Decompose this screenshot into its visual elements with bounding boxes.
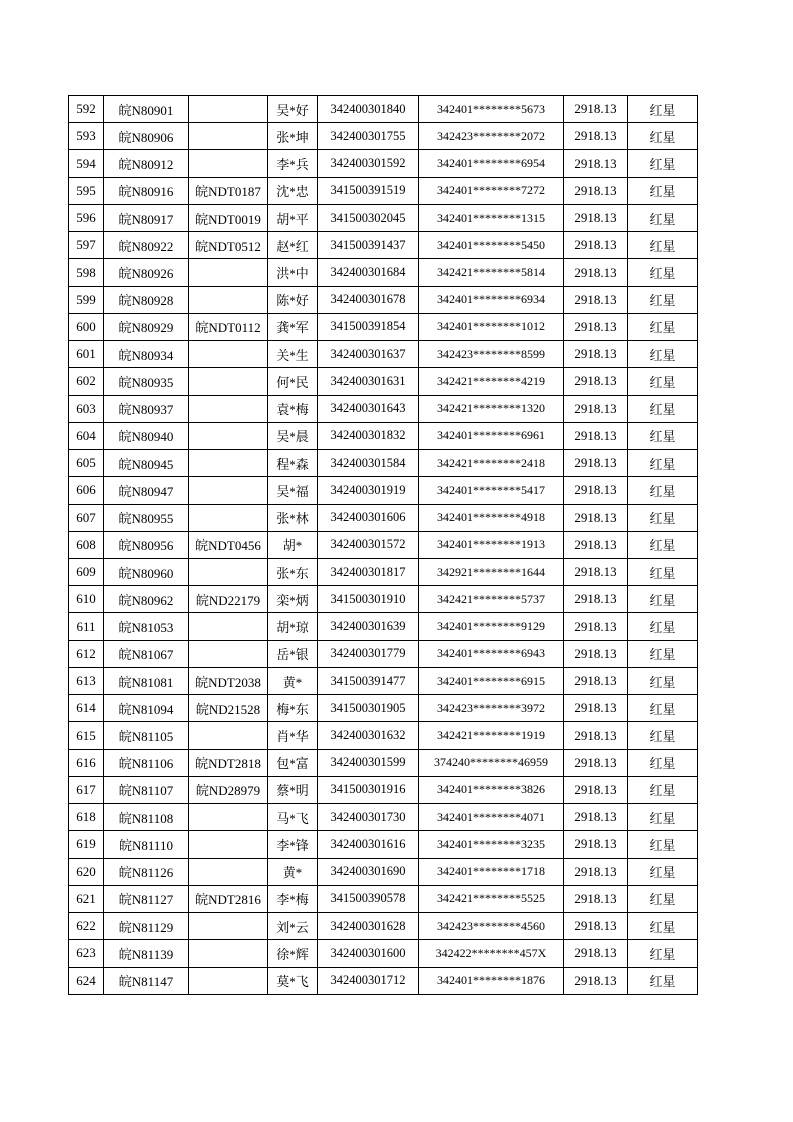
table-row: [69, 858, 698, 885]
cell-amount: 2918.13: [564, 177, 628, 204]
cell-secondary-code: [189, 286, 268, 313]
table-row: [69, 804, 698, 831]
cell-secondary-code: [189, 422, 268, 449]
table-row: [69, 749, 698, 776]
cell-primary-code: 皖N80940: [104, 422, 189, 449]
cell-secondary-code: 皖NDT0456: [189, 531, 268, 558]
cell-sequence-number: 593: [69, 123, 104, 150]
cell-amount: 2918.13: [564, 150, 628, 177]
cell-account-number: 342400301606: [318, 504, 419, 531]
cell-masked-id-number: 342401********3235: [419, 831, 564, 858]
cell-masked-id-number: 374240********46959: [419, 749, 564, 776]
cell-secondary-code: [189, 96, 268, 123]
cell-person-name: 胡*琼: [268, 613, 318, 640]
cell-masked-id-number: 342401********6961: [419, 422, 564, 449]
cell-person-name: 吴*福: [268, 477, 318, 504]
cell-secondary-code: 皖ND28979: [189, 776, 268, 803]
cell-secondary-code: [189, 395, 268, 422]
cell-masked-id-number: 342401********7272: [419, 177, 564, 204]
cell-primary-code: 皖N81067: [104, 640, 189, 667]
cell-account-number: 341500390578: [318, 885, 419, 912]
cell-primary-code: 皖N81127: [104, 885, 189, 912]
cell-amount: 2918.13: [564, 450, 628, 477]
cell-unit-label: 红星: [628, 477, 698, 504]
cell-account-number: 342400301637: [318, 341, 419, 368]
cell-sequence-number: 611: [69, 613, 104, 640]
cell-masked-id-number: 342421********4219: [419, 368, 564, 395]
cell-sequence-number: 595: [69, 177, 104, 204]
cell-sequence-number: 599: [69, 286, 104, 313]
cell-sequence-number: 624: [69, 967, 104, 995]
cell-amount: 2918.13: [564, 395, 628, 422]
cell-unit-label: 红星: [628, 531, 698, 558]
cell-sequence-number: 597: [69, 232, 104, 259]
cell-sequence-number: 592: [69, 96, 104, 123]
cell-secondary-code: [189, 831, 268, 858]
cell-masked-id-number: 342401********6954: [419, 150, 564, 177]
cell-primary-code: 皖N80906: [104, 123, 189, 150]
cell-secondary-code: 皖NDT0019: [189, 204, 268, 231]
cell-primary-code: 皖N81126: [104, 858, 189, 885]
cell-sequence-number: 606: [69, 477, 104, 504]
cell-amount: 2918.13: [564, 259, 628, 286]
table-row: [69, 695, 698, 722]
cell-sequence-number: 596: [69, 204, 104, 231]
cell-sequence-number: 605: [69, 450, 104, 477]
cell-sequence-number: 594: [69, 150, 104, 177]
cell-amount: 2918.13: [564, 422, 628, 449]
table-row: [69, 313, 698, 340]
cell-sequence-number: 603: [69, 395, 104, 422]
cell-secondary-code: [189, 477, 268, 504]
cell-secondary-code: [189, 368, 268, 395]
cell-amount: 2918.13: [564, 504, 628, 531]
cell-masked-id-number: 342401********1913: [419, 531, 564, 558]
cell-person-name: 马*飞: [268, 804, 318, 831]
cell-masked-id-number: 342421********5525: [419, 885, 564, 912]
cell-masked-id-number: 342401********5417: [419, 477, 564, 504]
cell-person-name: 张*坤: [268, 123, 318, 150]
cell-primary-code: 皖N80947: [104, 477, 189, 504]
cell-masked-id-number: 342921********1644: [419, 558, 564, 585]
table-row: [69, 913, 698, 940]
cell-person-name: 胡*: [268, 531, 318, 558]
cell-masked-id-number: 342401********6915: [419, 667, 564, 694]
table-row: [69, 150, 698, 177]
cell-unit-label: 红星: [628, 722, 698, 749]
cell-masked-id-number: 342423********8599: [419, 341, 564, 368]
cell-unit-label: 红星: [628, 804, 698, 831]
cell-account-number: 342400301840: [318, 96, 419, 123]
cell-primary-code: 皖N81147: [104, 967, 189, 995]
table-row: [69, 558, 698, 585]
cell-primary-code: 皖N80955: [104, 504, 189, 531]
cell-unit-label: 红星: [628, 150, 698, 177]
cell-person-name: 栾*炳: [268, 586, 318, 613]
cell-sequence-number: 614: [69, 695, 104, 722]
cell-masked-id-number: 342401********6943: [419, 640, 564, 667]
table-row: [69, 286, 698, 313]
table-row: [69, 450, 698, 477]
table-row: [69, 422, 698, 449]
cell-person-name: 陈*好: [268, 286, 318, 313]
cell-masked-id-number: 342401********1315: [419, 204, 564, 231]
table-row: [69, 885, 698, 912]
cell-sequence-number: 617: [69, 776, 104, 803]
cell-person-name: 张*东: [268, 558, 318, 585]
cell-account-number: 342400301599: [318, 749, 419, 776]
cell-masked-id-number: 342401********5673: [419, 96, 564, 123]
cell-sequence-number: 618: [69, 804, 104, 831]
cell-primary-code: 皖N80917: [104, 204, 189, 231]
cell-amount: 2918.13: [564, 885, 628, 912]
cell-amount: 2918.13: [564, 313, 628, 340]
cell-account-number: 342400301919: [318, 477, 419, 504]
cell-masked-id-number: 342401********9129: [419, 613, 564, 640]
cell-secondary-code: [189, 341, 268, 368]
cell-amount: 2918.13: [564, 749, 628, 776]
cell-secondary-code: [189, 259, 268, 286]
cell-masked-id-number: 342421********5814: [419, 259, 564, 286]
cell-account-number: 341500301905: [318, 695, 419, 722]
cell-account-number: 342400301600: [318, 940, 419, 967]
cell-primary-code: 皖N80922: [104, 232, 189, 259]
table-body: [69, 96, 698, 995]
cell-primary-code: 皖N81053: [104, 613, 189, 640]
cell-secondary-code: [189, 504, 268, 531]
cell-sequence-number: 612: [69, 640, 104, 667]
cell-primary-code: 皖N80962: [104, 586, 189, 613]
cell-secondary-code: [189, 558, 268, 585]
cell-unit-label: 红星: [628, 96, 698, 123]
table-row: [69, 477, 698, 504]
cell-sequence-number: 604: [69, 422, 104, 449]
cell-primary-code: 皖N81106: [104, 749, 189, 776]
cell-account-number: 342400301690: [318, 858, 419, 885]
cell-amount: 2918.13: [564, 341, 628, 368]
cell-person-name: 赵*红: [268, 232, 318, 259]
cell-person-name: 包*富: [268, 749, 318, 776]
cell-secondary-code: 皖NDT2038: [189, 667, 268, 694]
cell-unit-label: 红星: [628, 259, 698, 286]
cell-masked-id-number: 342421********5737: [419, 586, 564, 613]
cell-person-name: 沈*忠: [268, 177, 318, 204]
cell-person-name: 徐*辉: [268, 940, 318, 967]
table-row: [69, 667, 698, 694]
cell-unit-label: 红星: [628, 640, 698, 667]
cell-secondary-code: 皖NDT2818: [189, 749, 268, 776]
cell-primary-code: 皖N80926: [104, 259, 189, 286]
cell-sequence-number: 609: [69, 558, 104, 585]
cell-primary-code: 皖N81139: [104, 940, 189, 967]
cell-secondary-code: [189, 722, 268, 749]
cell-person-name: 李*梅: [268, 885, 318, 912]
cell-masked-id-number: 342401********3826: [419, 776, 564, 803]
cell-sequence-number: 607: [69, 504, 104, 531]
cell-account-number: 341500391854: [318, 313, 419, 340]
cell-sequence-number: 621: [69, 885, 104, 912]
cell-amount: 2918.13: [564, 368, 628, 395]
cell-amount: 2918.13: [564, 123, 628, 150]
cell-unit-label: 红星: [628, 831, 698, 858]
cell-account-number: 342400301678: [318, 286, 419, 313]
cell-amount: 2918.13: [564, 477, 628, 504]
cell-amount: 2918.13: [564, 967, 628, 995]
table-row: [69, 123, 698, 150]
cell-sequence-number: 613: [69, 667, 104, 694]
cell-secondary-code: [189, 967, 268, 995]
table-row: [69, 177, 698, 204]
cell-person-name: 李*兵: [268, 150, 318, 177]
cell-account-number: 342400301639: [318, 613, 419, 640]
cell-account-number: 342400301584: [318, 450, 419, 477]
cell-account-number: 341500391519: [318, 177, 419, 204]
cell-secondary-code: [189, 858, 268, 885]
cell-amount: 2918.13: [564, 940, 628, 967]
table-row: [69, 640, 698, 667]
cell-primary-code: 皖N81108: [104, 804, 189, 831]
cell-account-number: 342400301817: [318, 558, 419, 585]
cell-account-number: 342400301684: [318, 259, 419, 286]
cell-unit-label: 红星: [628, 558, 698, 585]
cell-primary-code: 皖N80928: [104, 286, 189, 313]
cell-secondary-code: [189, 613, 268, 640]
cell-account-number: 342400301730: [318, 804, 419, 831]
cell-account-number: 342400301631: [318, 368, 419, 395]
cell-person-name: 程*森: [268, 450, 318, 477]
cell-unit-label: 红星: [628, 586, 698, 613]
cell-person-name: 李*锋: [268, 831, 318, 858]
cell-person-name: 胡*平: [268, 204, 318, 231]
cell-amount: 2918.13: [564, 558, 628, 585]
cell-person-name: 梅*东: [268, 695, 318, 722]
cell-amount: 2918.13: [564, 913, 628, 940]
cell-masked-id-number: 342421********1919: [419, 722, 564, 749]
cell-secondary-code: [189, 640, 268, 667]
cell-unit-label: 红星: [628, 885, 698, 912]
cell-account-number: 342400301592: [318, 150, 419, 177]
cell-person-name: 何*民: [268, 368, 318, 395]
cell-account-number: 342400301572: [318, 531, 419, 558]
cell-person-name: 莫*飞: [268, 967, 318, 995]
cell-sequence-number: 619: [69, 831, 104, 858]
cell-person-name: 袁*梅: [268, 395, 318, 422]
table-row: [69, 204, 698, 231]
cell-masked-id-number: 342401********4071: [419, 804, 564, 831]
cell-amount: 2918.13: [564, 695, 628, 722]
cell-amount: 2918.13: [564, 286, 628, 313]
cell-sequence-number: 598: [69, 259, 104, 286]
table-row: [69, 776, 698, 803]
cell-masked-id-number: 342423********4560: [419, 913, 564, 940]
cell-primary-code: 皖N80945: [104, 450, 189, 477]
cell-person-name: 刘*云: [268, 913, 318, 940]
cell-secondary-code: [189, 913, 268, 940]
cell-masked-id-number: 342401********6934: [419, 286, 564, 313]
table-row: [69, 722, 698, 749]
cell-account-number: 341500301910: [318, 586, 419, 613]
cell-sequence-number: 616: [69, 749, 104, 776]
cell-primary-code: 皖N81081: [104, 667, 189, 694]
table-row: [69, 96, 698, 123]
cell-unit-label: 红星: [628, 940, 698, 967]
cell-unit-label: 红星: [628, 749, 698, 776]
table-row: [69, 504, 698, 531]
cell-amount: 2918.13: [564, 722, 628, 749]
cell-amount: 2918.13: [564, 804, 628, 831]
cell-account-number: 342400301632: [318, 722, 419, 749]
cell-unit-label: 红星: [628, 232, 698, 259]
cell-amount: 2918.13: [564, 667, 628, 694]
cell-person-name: 龚*军: [268, 313, 318, 340]
table-row: [69, 831, 698, 858]
cell-account-number: 342400301643: [318, 395, 419, 422]
cell-person-name: 黄*: [268, 858, 318, 885]
cell-unit-label: 红星: [628, 450, 698, 477]
cell-unit-label: 红星: [628, 695, 698, 722]
cell-person-name: 蔡*明: [268, 776, 318, 803]
cell-amount: 2918.13: [564, 613, 628, 640]
cell-primary-code: 皖N81094: [104, 695, 189, 722]
cell-masked-id-number: 342422********457X: [419, 940, 564, 967]
cell-secondary-code: [189, 940, 268, 967]
cell-unit-label: 红星: [628, 667, 698, 694]
cell-masked-id-number: 342401********1012: [419, 313, 564, 340]
cell-unit-label: 红星: [628, 204, 698, 231]
cell-account-number: 341500302045: [318, 204, 419, 231]
cell-masked-id-number: 342401********5450: [419, 232, 564, 259]
cell-account-number: 342400301628: [318, 913, 419, 940]
cell-secondary-code: 皖NDT0187: [189, 177, 268, 204]
cell-amount: 2918.13: [564, 232, 628, 259]
cell-account-number: 342400301832: [318, 422, 419, 449]
table-row: [69, 531, 698, 558]
cell-account-number: 342400301755: [318, 123, 419, 150]
cell-secondary-code: 皖ND21528: [189, 695, 268, 722]
cell-primary-code: 皖N81110: [104, 831, 189, 858]
cell-masked-id-number: 342421********1320: [419, 395, 564, 422]
cell-person-name: 张*林: [268, 504, 318, 531]
cell-primary-code: 皖N80934: [104, 341, 189, 368]
table-row: [69, 967, 698, 995]
cell-person-name: 肖*华: [268, 722, 318, 749]
cell-masked-id-number: 342401********1876: [419, 967, 564, 995]
cell-primary-code: 皖N81129: [104, 913, 189, 940]
cell-unit-label: 红星: [628, 395, 698, 422]
cell-amount: 2918.13: [564, 776, 628, 803]
cell-primary-code: 皖N80935: [104, 368, 189, 395]
table-row: [69, 368, 698, 395]
cell-masked-id-number: 342401********4918: [419, 504, 564, 531]
cell-masked-id-number: 342421********2418: [419, 450, 564, 477]
cell-masked-id-number: 342423********3972: [419, 695, 564, 722]
table-row: [69, 940, 698, 967]
cell-person-name: 岳*银: [268, 640, 318, 667]
cell-primary-code: 皖N80929: [104, 313, 189, 340]
cell-secondary-code: [189, 123, 268, 150]
cell-sequence-number: 615: [69, 722, 104, 749]
cell-account-number: 341500301916: [318, 776, 419, 803]
cell-masked-id-number: 342401********1718: [419, 858, 564, 885]
cell-account-number: 342400301712: [318, 967, 419, 995]
cell-account-number: 341500391437: [318, 232, 419, 259]
cell-sequence-number: 620: [69, 858, 104, 885]
cell-unit-label: 红星: [628, 858, 698, 885]
cell-primary-code: 皖N80916: [104, 177, 189, 204]
cell-person-name: 关*生: [268, 341, 318, 368]
cell-account-number: 342400301779: [318, 640, 419, 667]
cell-secondary-code: 皖ND22179: [189, 586, 268, 613]
cell-secondary-code: 皖NDT2816: [189, 885, 268, 912]
cell-amount: 2918.13: [564, 586, 628, 613]
cell-secondary-code: [189, 804, 268, 831]
table-row: [69, 259, 698, 286]
cell-person-name: 黄*: [268, 667, 318, 694]
cell-primary-code: 皖N80912: [104, 150, 189, 177]
cell-person-name: 洪*中: [268, 259, 318, 286]
cell-unit-label: 红星: [628, 504, 698, 531]
cell-unit-label: 红星: [628, 313, 698, 340]
table-row: [69, 586, 698, 613]
cell-unit-label: 红星: [628, 422, 698, 449]
cell-unit-label: 红星: [628, 776, 698, 803]
cell-unit-label: 红星: [628, 913, 698, 940]
cell-primary-code: 皖N81107: [104, 776, 189, 803]
cell-amount: 2918.13: [564, 858, 628, 885]
cell-unit-label: 红星: [628, 967, 698, 995]
cell-secondary-code: 皖NDT0112: [189, 313, 268, 340]
table-row: [69, 232, 698, 259]
cell-amount: 2918.13: [564, 204, 628, 231]
cell-secondary-code: [189, 150, 268, 177]
cell-unit-label: 红星: [628, 177, 698, 204]
cell-primary-code: 皖N80937: [104, 395, 189, 422]
roster-table: [68, 95, 698, 995]
cell-sequence-number: 622: [69, 913, 104, 940]
table-row: [69, 613, 698, 640]
cell-unit-label: 红星: [628, 341, 698, 368]
cell-amount: 2918.13: [564, 831, 628, 858]
cell-secondary-code: [189, 450, 268, 477]
cell-amount: 2918.13: [564, 531, 628, 558]
cell-person-name: 吴*好: [268, 96, 318, 123]
cell-secondary-code: 皖NDT0512: [189, 232, 268, 259]
cell-unit-label: 红星: [628, 123, 698, 150]
cell-sequence-number: 608: [69, 531, 104, 558]
cell-sequence-number: 623: [69, 940, 104, 967]
cell-primary-code: 皖N80960: [104, 558, 189, 585]
cell-unit-label: 红星: [628, 286, 698, 313]
cell-unit-label: 红星: [628, 613, 698, 640]
cell-primary-code: 皖N80901: [104, 96, 189, 123]
cell-account-number: 341500391477: [318, 667, 419, 694]
table-row: [69, 395, 698, 422]
cell-sequence-number: 601: [69, 341, 104, 368]
cell-unit-label: 红星: [628, 368, 698, 395]
cell-account-number: 342400301616: [318, 831, 419, 858]
cell-masked-id-number: 342423********2072: [419, 123, 564, 150]
cell-primary-code: 皖N80956: [104, 531, 189, 558]
cell-person-name: 吴*晨: [268, 422, 318, 449]
table-row: [69, 341, 698, 368]
cell-amount: 2918.13: [564, 96, 628, 123]
cell-sequence-number: 600: [69, 313, 104, 340]
cell-sequence-number: 602: [69, 368, 104, 395]
cell-primary-code: 皖N81105: [104, 722, 189, 749]
cell-sequence-number: 610: [69, 586, 104, 613]
cell-amount: 2918.13: [564, 640, 628, 667]
